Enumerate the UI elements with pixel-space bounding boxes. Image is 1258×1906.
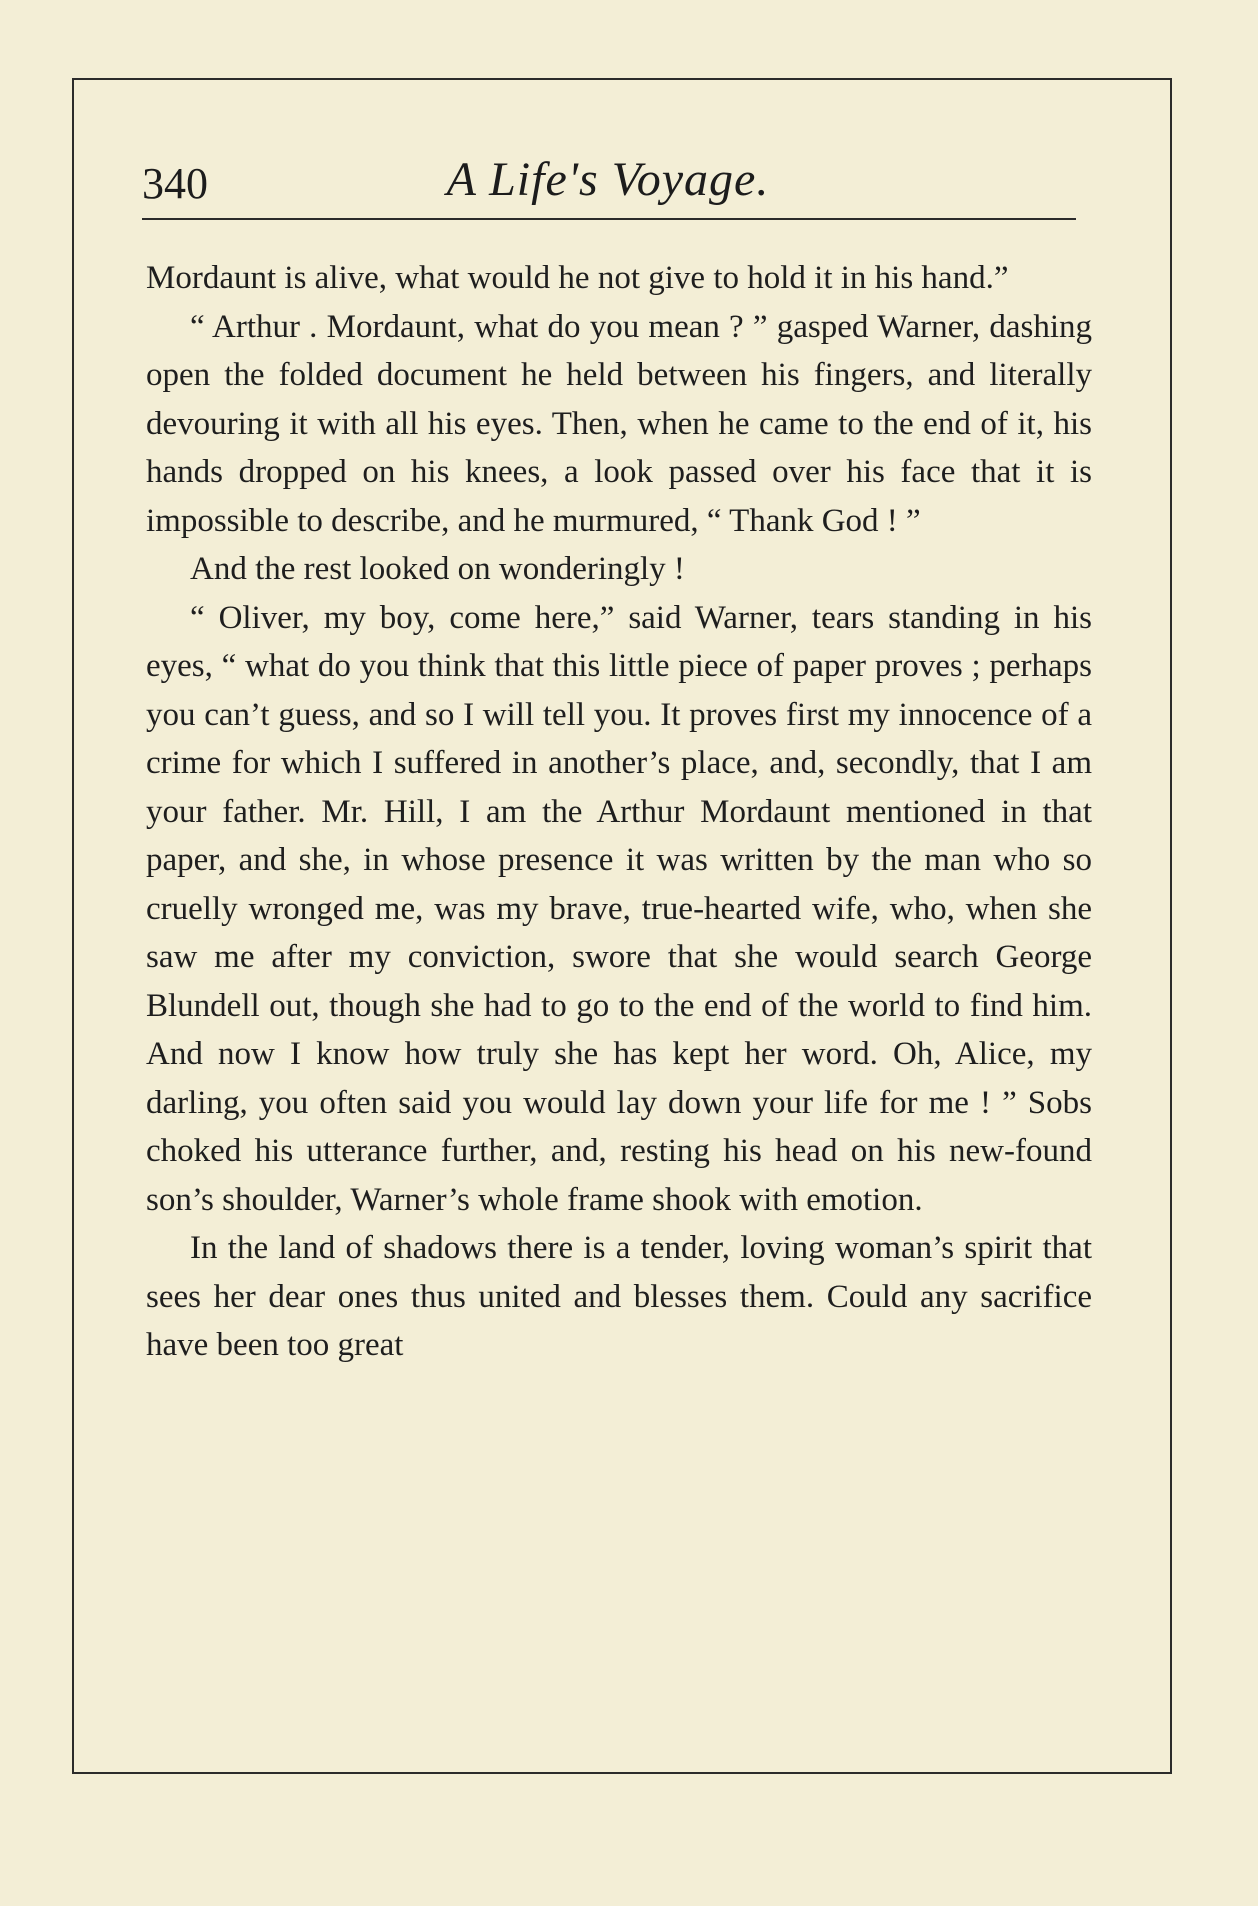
page-header (142, 148, 1074, 220)
body-text (146, 254, 1092, 1370)
header-rule (142, 218, 1076, 220)
running-title: A Life's Voyage. (446, 153, 770, 206)
paragraph: “ Oliver, my boy, come here,” said Warner, tears standing in his eyes, “ what do you think that this little piece of paper proves ; perhaps you can’t guess, and so I will tell you. It proves first my innocence of a crime for which I suffered in another’s place, and, secondly, that I am your father. Mr. Hill, I am the Arthur Mordaunt mentioned in that paper, and she, in whose presence it was written by the man who so cruelly wronged me, was my brave, true-hearted wife, who, when she saw me after my conviction, swore that she would search George Blundell out, though she had to go to the end of the world to find him. And now I know how truly she has kept her word. Oh, Alice, my darling, you often said you would lay down your life for me ! ” Sobs choked his utterance further, and, resting his head on his new-found son’s shoulder, Warner’s whole frame shook with emotion. (146, 599, 1092, 1218)
paragraph: In the land of shadows there is a tender, loving woman’s spirit that sees her dear ones thus united and blesses them. Could any sacrifice have been too great (146, 1230, 1092, 1363)
paragraph: And the rest looked on wonderingly ! (190, 551, 685, 587)
paragraph: “ Arthur . Mordaunt, what do you mean ? ” gasped Warner, dashing open the folded document he held between his fingers, and literally devouring it with all his eyes. Then, when he came to the end of it, his hands dropped on his knees, a look passed over his face that it is impossible to describe, and he murmured, “ Thank God ! ” (146, 308, 1092, 539)
paragraph: Mordaunt is alive, what would he not give to hold it in his hand.” (146, 260, 1009, 296)
page-number: 340 (142, 159, 208, 208)
